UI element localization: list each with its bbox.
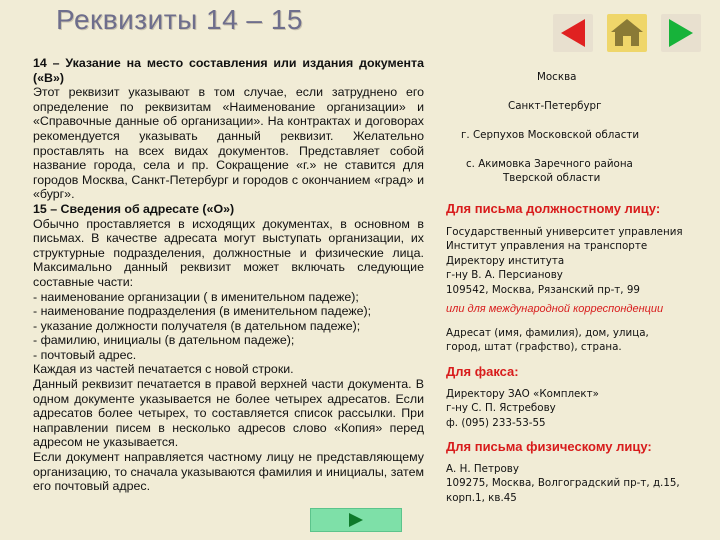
main-text: [33, 56, 424, 494]
address-line: Государственный университет управления: [446, 226, 683, 238]
list-item: - указание должности получателя (в дательном падеже);: [33, 318, 361, 333]
international-address: [446, 326, 649, 355]
requisite-14-text: Этот реквизит указывают в том случае, если затруднено его определение по реквизитам «Наименование организации» и «Справочные данные об организации». На контрактах и договорах рекомендуется указывать данный реквизит. Желательно проставлять на всех видах документов. Представляет собой название города, села и пр. Сокращение «г.» не ставится для городов Москва, Санкт-Петербург и городов с окончанием «град» и «бург».: [33, 85, 424, 202]
address-line: корп.1, кв.45: [446, 491, 517, 504]
list-item: - почтовый адрес.: [33, 347, 137, 362]
list-item: - наименование подразделения (в именительном падеже);: [33, 304, 372, 319]
address-line: 109542, Москва, Рязанский пр-т, 99: [446, 283, 640, 296]
list-item: - фамилию, инициалы (в дательном падеже);: [33, 333, 295, 348]
next-slide-button[interactable]: [661, 14, 701, 52]
example-tver-region: Тверской области: [503, 172, 601, 184]
fax-address: [446, 387, 599, 430]
address-line: А. Н. Петрову: [446, 463, 519, 475]
paragraph: Каждая из частей печатается с новой строки.: [33, 362, 294, 377]
official-address: [446, 225, 683, 297]
red-left-arrow-icon: [553, 14, 593, 52]
address-line: г-ну С. П. Ястребову: [446, 402, 556, 415]
example-serpukhov: г. Серпухов Московской области: [461, 129, 640, 141]
home-button[interactable]: [607, 14, 647, 52]
address-line: Директору ЗАО «Комплект»: [446, 388, 599, 400]
personal-address: [446, 462, 680, 505]
address-line: город, штат (графство), страна.: [446, 341, 622, 354]
green-right-arrow-icon: [661, 14, 701, 52]
green-play-icon: [347, 512, 365, 528]
address-line: ф. (095) 233-53-55: [446, 416, 546, 429]
official-letter-heading: Для письма должностному лицу:: [446, 201, 661, 216]
previous-slide-button[interactable]: [553, 14, 593, 52]
personal-letter-heading: Для письма физическому лицу:: [446, 439, 652, 454]
home-icon: [607, 14, 647, 52]
address-line: Адресат (имя, фамилия), дом, улица,: [446, 327, 649, 339]
requisite-14-heading: 14 – Указание на место составления или издания документа («В»): [33, 56, 424, 85]
example-spb: Санкт-Петербург: [508, 100, 602, 112]
address-line: г-ну В. А. Персианову: [446, 269, 563, 282]
paragraph: Данный реквизит печатается в правой верхней части документа. В одном документе указывается не более четырех адресатов. Если адресатов более четырех, то составляется список рассылки. При направлении писем в несколько адресов слово «Копия» перед адресом не указывается.: [33, 377, 424, 450]
example-moscow: Москва: [537, 71, 577, 83]
next-page-button[interactable]: [310, 508, 402, 532]
fax-heading: Для факса:: [446, 364, 519, 379]
address-line: Институт управления на транспорте: [446, 240, 648, 253]
paragraph: Если документ направляется частному лицу не представляющему организацию, то сначала указываются фамилия и инициалы, затем его почтовый адрес.: [33, 450, 424, 494]
example-akimovka: с. Акимовка Заречного района: [466, 158, 633, 170]
address-line: 109275, Москва, Волгоградский пр-т, д.15,: [446, 477, 680, 490]
requisite-15-text: Обычно проставляется в исходящих документах, в основном в письмах. В качестве адресата могут выступать организации, их структурные подразделения, должностные и физические лица. Максимально данный реквизит может включать следующие составные части:: [33, 216, 424, 289]
international-note: или для международной корреспонденции: [446, 303, 664, 315]
list-item: - наименование организации ( в именительном падеже);: [33, 289, 359, 304]
slide-title: Реквизиты 14 – 15: [56, 4, 303, 35]
address-line: Директору института: [446, 254, 565, 267]
requisite-15-heading: 15 – Сведения об адресате («О»): [33, 201, 235, 216]
